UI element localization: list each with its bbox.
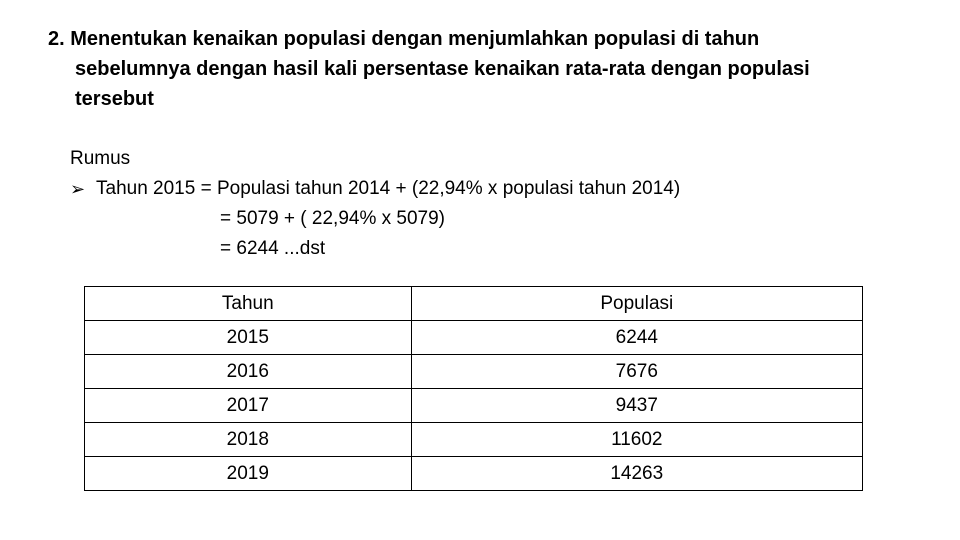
cell-year: 2016	[85, 355, 412, 389]
heading-number: 2.	[48, 28, 65, 50]
cell-population: 14263	[411, 457, 862, 491]
population-table	[84, 286, 863, 491]
formula-line-2: = 5079 + ( 22,94% x 5079)	[220, 208, 445, 229]
formula-label: Rumus	[70, 148, 131, 169]
cell-year: 2017	[85, 389, 412, 423]
cell-population: 11602	[411, 423, 862, 457]
cell-population: 7676	[411, 355, 862, 389]
table-row	[85, 321, 863, 355]
formula-line-1: Tahun 2015 = Populasi tahun 2014 + (22,94% x populasi tahun 2014)	[96, 178, 681, 199]
heading-text-3: tersebut	[75, 88, 154, 110]
cell-year: 2018	[85, 423, 412, 457]
formula-line-3: = 6244 ...dst	[220, 238, 326, 259]
section-heading	[48, 24, 908, 114]
formula-bullet-row	[70, 174, 680, 204]
formula-block	[70, 144, 680, 264]
header-populasi: Populasi	[411, 287, 862, 321]
cell-year: 2015	[85, 321, 412, 355]
cell-population: 9437	[411, 389, 862, 423]
heading-text-2: sebelumnya dengan hasil kali persentase kenaikan rata-rata dengan populasi	[75, 58, 810, 80]
table-row	[85, 457, 863, 491]
table-row	[85, 389, 863, 423]
cell-population: 6244	[411, 321, 862, 355]
heading-line-1	[48, 24, 908, 54]
cell-year: 2019	[85, 457, 412, 491]
header-tahun: Tahun	[85, 287, 412, 321]
arrow-bullet-icon: ➢	[70, 179, 86, 199]
heading-text-1: Menentukan kenaikan populasi dengan menjumlahkan populasi di tahun	[70, 28, 760, 50]
table-header-row	[85, 287, 863, 321]
table-row	[85, 423, 863, 457]
table-row	[85, 355, 863, 389]
